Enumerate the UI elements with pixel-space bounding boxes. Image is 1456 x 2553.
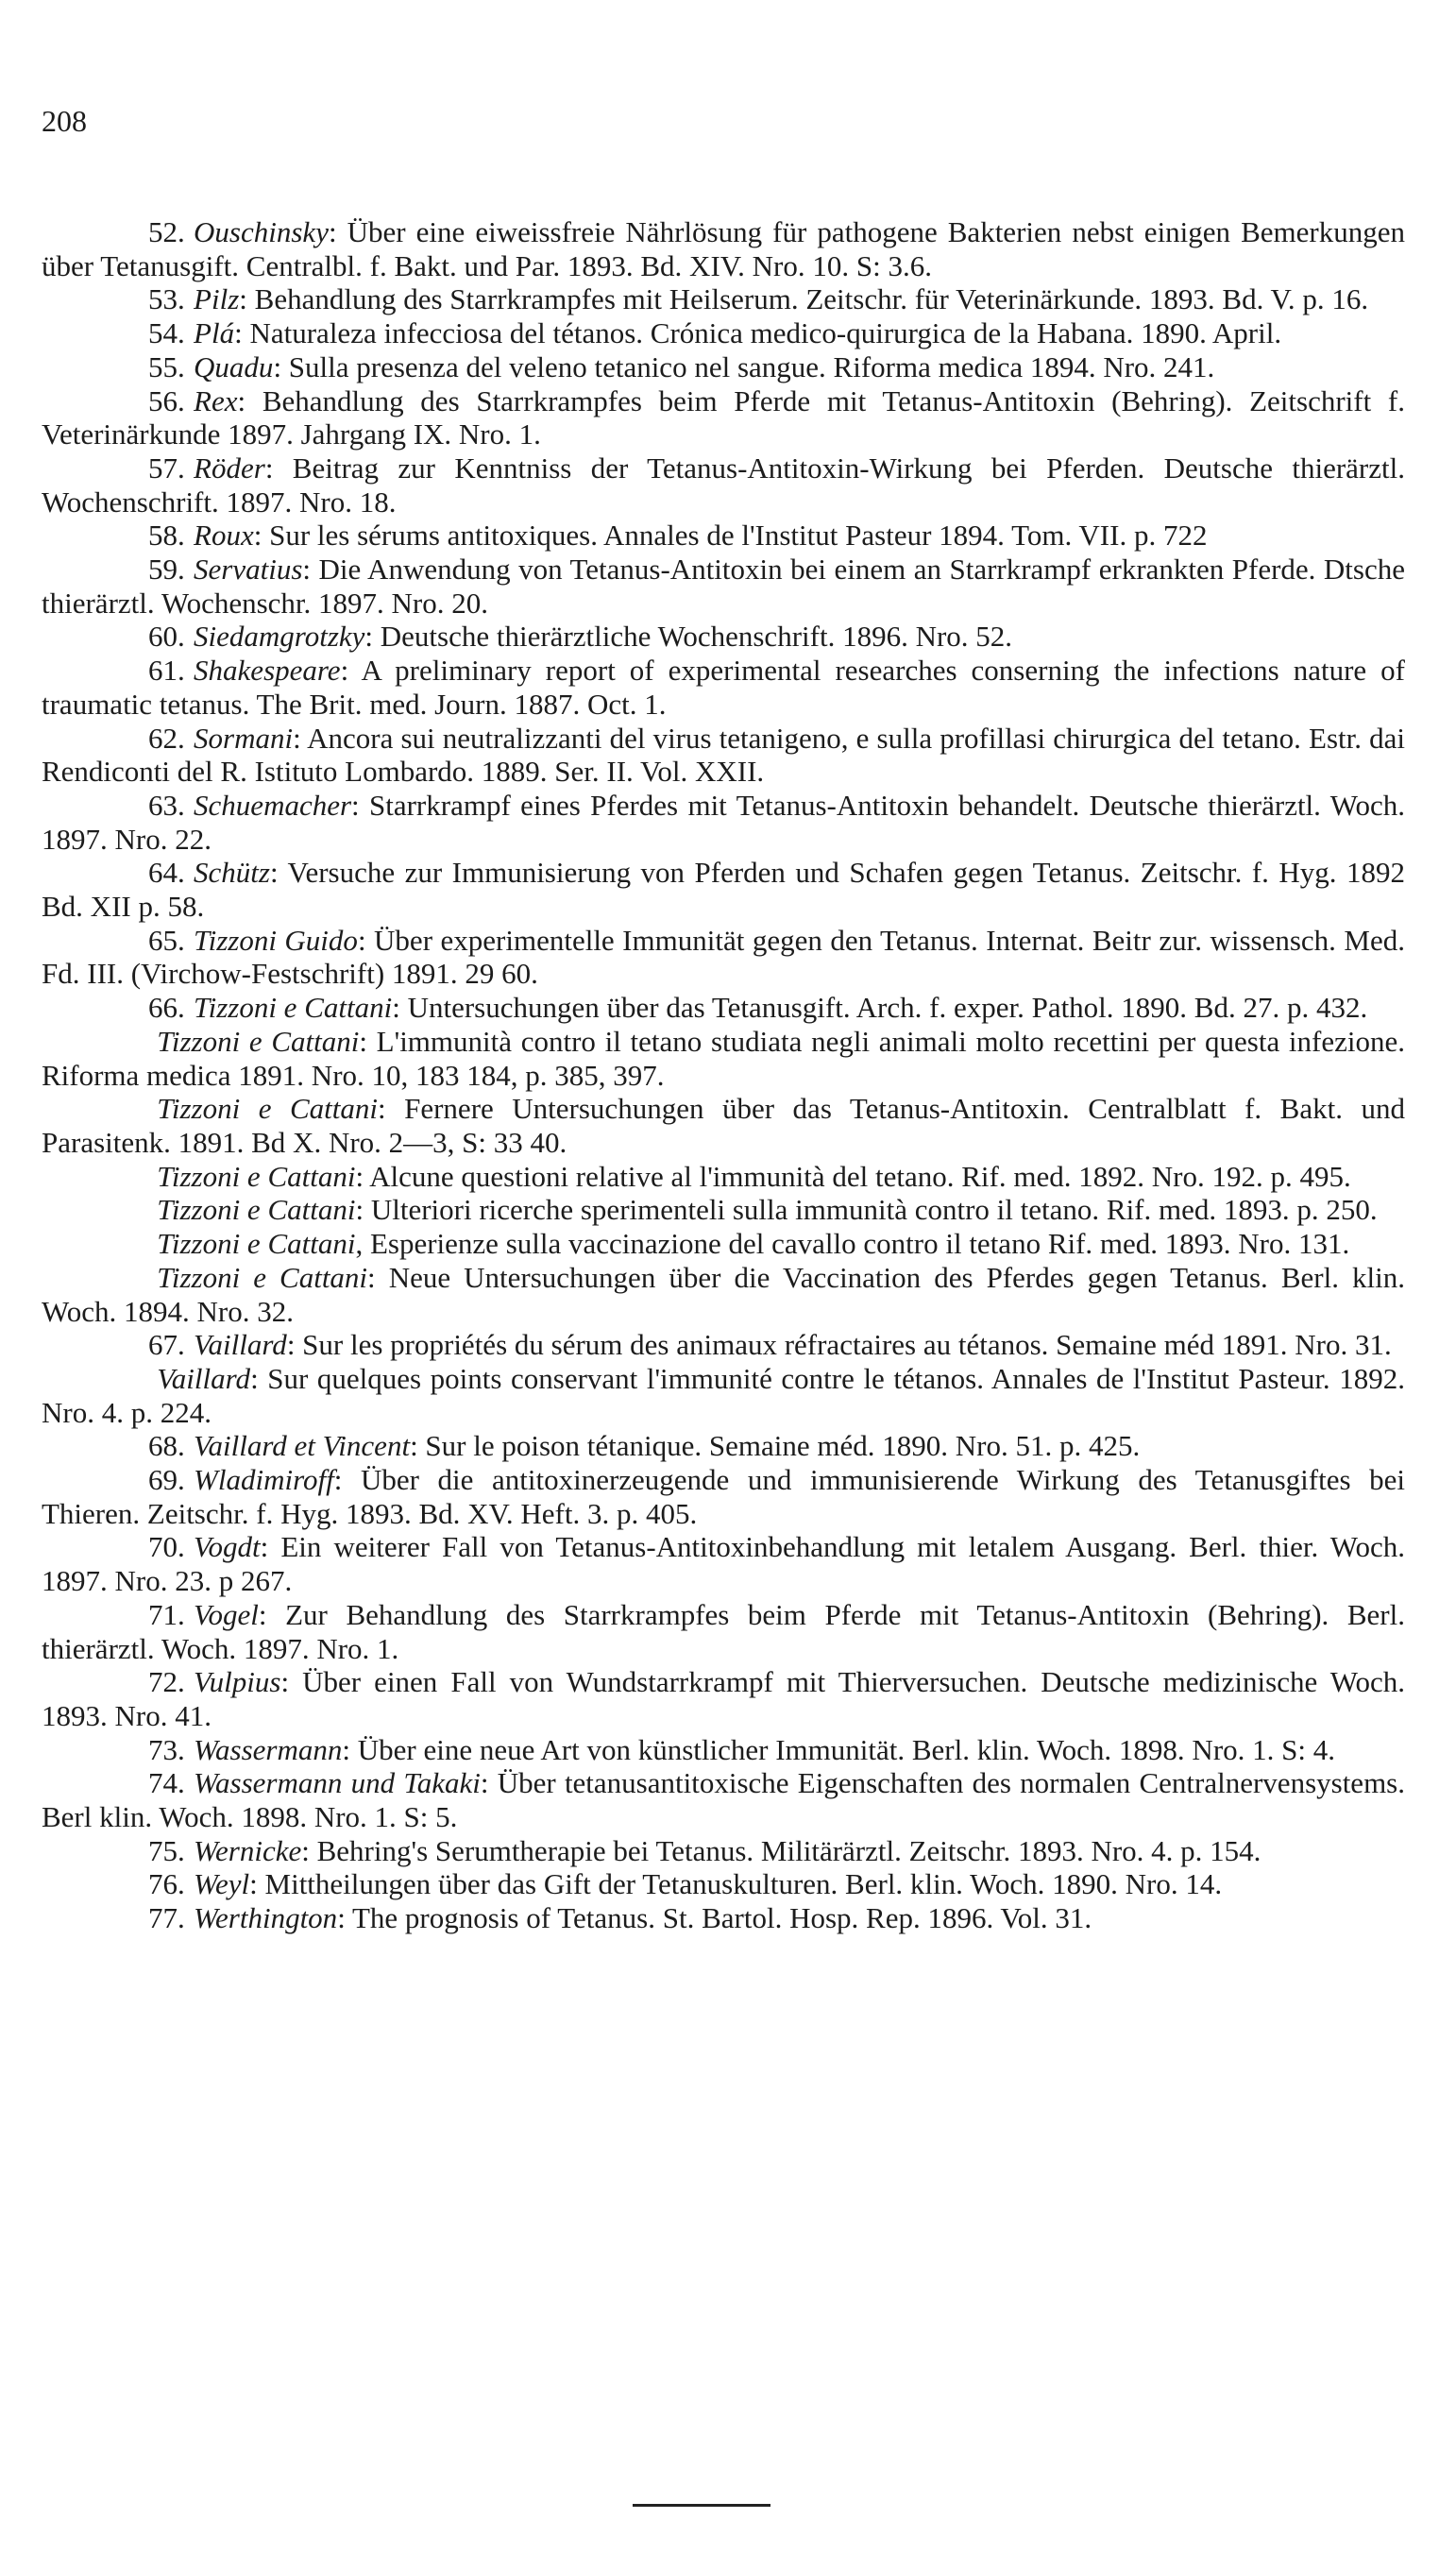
reference-author: Pilz	[194, 282, 240, 316]
reference-number: 73.	[148, 1732, 185, 1766]
reference-number: 70.	[148, 1530, 185, 1564]
reference-text: : Über eine neue Art von künstlicher Immunität. Berl. klin. Woch. 1898. Nro. 1. S: 4.	[342, 1732, 1335, 1766]
reference-item	[42, 215, 1405, 282]
reference-author: Wladimiroff	[194, 1463, 334, 1497]
reference-number: 53.	[148, 282, 185, 316]
reference-item	[42, 282, 1405, 316]
reference-item	[42, 1901, 1405, 1935]
reference-item	[42, 1733, 1405, 1767]
reference-number: 58.	[148, 519, 185, 553]
reference-text: : Über tetanusantitoxische Eigenschaften des normalen Centralnervensystems. Berl klin. Woch. 1898. Nro. 1. S: 5.	[42, 1766, 1405, 1834]
reference-number: 56.	[148, 383, 185, 417]
reference-text: , Esperienze sulla vaccinazione del cavallo contro il tetano Rif. med. 1893. Nro. 131.	[355, 1227, 1350, 1261]
reference-item	[42, 1530, 1405, 1597]
reference-number: 77.	[148, 1901, 185, 1935]
reference-text: : Sulla presenza del veleno tetanico nel sangue. Riforma medica 1894. Nro. 241.	[273, 349, 1215, 383]
reference-item	[42, 856, 1405, 923]
reference-item	[42, 789, 1405, 856]
reference-author: Tizzoni e Cattani	[194, 991, 393, 1025]
reference-text: : L'immunità contro il tetano studiata negli animali molto recettini per questa infezione. Riforma medica 1891. Nro. 10, 183 184, p. 385, 397.	[42, 1024, 1405, 1092]
reference-author: Vaillard et Vincent	[194, 1429, 411, 1463]
reference-text: : Versuche zur Immunisierung von Pferden und Schafen gegen Tetanus. Zeitschr. f. Hyg. 1892 Bd. XII p. 58.	[42, 856, 1405, 924]
reference-number: 69.	[148, 1463, 185, 1497]
reference-item	[42, 553, 1405, 620]
reference-author: Röder	[194, 451, 265, 485]
reference-author: Rex	[194, 383, 238, 417]
reference-item	[42, 1227, 1405, 1261]
reference-author: Tizzoni Guido	[194, 923, 358, 957]
reference-author: Siedamgrotzky	[194, 620, 365, 654]
reference-author: Tizzoni e Cattani	[157, 1092, 378, 1126]
reference-author: Weyl	[194, 1867, 250, 1901]
reference-author: Tizzoni e Cattani	[157, 1159, 356, 1193]
reference-author: Tizzoni e Cattani	[157, 1024, 360, 1058]
reference-item	[42, 1867, 1405, 1901]
reference-item	[42, 1261, 1405, 1328]
reference-number: 72.	[148, 1665, 185, 1699]
reference-author: Tizzoni e Cattani	[157, 1260, 368, 1294]
reference-text: : Zur Behandlung des Starrkrampfes beim Pferde mit Tetanus-Antitoxin (Behring). Berl. thierärztl. Woch. 1897. Nro. 1.	[42, 1597, 1405, 1665]
reference-item	[42, 451, 1405, 519]
reference-author: Schütz	[194, 856, 270, 890]
reference-author: Plá	[194, 316, 235, 350]
page-number: 208	[42, 104, 87, 138]
reference-number: 74.	[148, 1766, 185, 1800]
reference-number: 54.	[148, 316, 185, 350]
reference-text: : Neue Untersuchungen über die Vaccination des Pferdes gegen Tetanus. Berl. klin. Woch. 1894. Nro. 32.	[42, 1260, 1405, 1328]
reference-item	[42, 924, 1405, 991]
reference-text: : Starrkrampf eines Pferdes mit Tetanus-Antitoxin behandelt. Deutsche thierärztl. Woch. 1897. Nro. 22.	[42, 788, 1405, 856]
reference-text: : Sur le poison tétanique. Semaine méd. 1890. Nro. 51. p. 425.	[410, 1429, 1141, 1463]
reference-author: Werthington	[194, 1901, 338, 1935]
reference-text: : Beitrag zur Kenntniss der Tetanus-Antitoxin-Wirkung bei Pferden. Deutsche thierärztl. Wochenschrift. 1897. Nro. 18.	[42, 451, 1405, 519]
reference-number: 67.	[148, 1328, 185, 1362]
reference-item	[42, 1429, 1405, 1463]
reference-text: : Behring's Serumtherapie bei Tetanus. Militärärztl. Zeitschr. 1893. Nro. 4. p. 154.	[301, 1833, 1261, 1867]
reference-list	[42, 215, 1405, 1935]
reference-number: 71.	[148, 1597, 185, 1631]
reference-author: Schuemacher	[194, 788, 352, 822]
reference-item	[42, 654, 1405, 721]
reference-text: : Über experimentelle Immunität gegen den Tetanus. Internat. Beitr zur. wissensch. Med. Fd. III. (Virchow-Festschrift) 1891. 29 60.	[42, 923, 1405, 991]
reference-text: : Sur les sérums antitoxiques. Annales de l'Institut Pasteur 1894. Tom. VII. p. 722	[253, 519, 1208, 553]
reference-number: 60.	[148, 620, 185, 654]
reference-author: Wassermann	[194, 1732, 343, 1766]
reference-text: : Sur quelques points conservant l'immunité contre le tétanos. Annales de l'Institut Pasteur. 1892. Nro. 4. p. 224.	[42, 1361, 1405, 1429]
reference-number: 55.	[148, 349, 185, 383]
reference-text: : Die Anwendung von Tetanus-Antitoxin bei einem an Starrkrampf erkrankten Pferde. Dtsche thierärztl. Wochenschr. 1897. Nro. 20.	[42, 553, 1405, 620]
reference-number: 75.	[148, 1833, 185, 1867]
reference-text: : Über einen Fall von Wundstarrkrampf mit Thierversuchen. Deutsche medizinische Woch. 1893. Nro. 41.	[42, 1665, 1405, 1732]
reference-text: : Fernere Untersuchungen über das Tetanus-Antitoxin. Centralblatt f. Bakt. und Parasitenk. 1891. Bd X. Nro. 2—3, S: 33 40.	[42, 1092, 1405, 1159]
reference-item	[42, 1025, 1405, 1092]
reference-text: : The prognosis of Tetanus. St. Bartol. Hosp. Rep. 1896. Vol. 31.	[337, 1901, 1092, 1935]
reference-text: : Behandlung des Starrkrampfes beim Pferde mit Tetanus-Antitoxin (Behring). Zeitschrift f. Veterinärkunde 1897. Jahrgang IX. Nro. 1.	[42, 383, 1405, 451]
reference-author: Vaillard	[194, 1328, 287, 1362]
reference-author: Vaillard	[157, 1361, 251, 1395]
reference-author: Shakespeare	[194, 654, 341, 688]
reference-text: : Untersuchungen über das Tetanusgift. Arch. f. exper. Pathol. 1890. Bd. 27. p. 432.	[392, 991, 1368, 1025]
reference-number: 63.	[148, 788, 185, 822]
reference-number: 61.	[148, 654, 185, 688]
reference-text: : Behandlung des Starrkrampfes mit Heilserum. Zeitschr. für Veterinärkunde. 1893. Bd. V. p. 16.	[239, 282, 1369, 316]
reference-number: 66.	[148, 991, 185, 1025]
reference-item	[42, 991, 1405, 1025]
reference-text: : Deutsche thierärztliche Wochenschrift. 1896. Nro. 52.	[364, 620, 1013, 654]
reference-number: 57.	[148, 451, 185, 485]
reference-author: Tizzoni e Cattani	[157, 1227, 356, 1261]
reference-author: Vulpius	[194, 1665, 281, 1699]
reference-author: Quadu	[194, 349, 274, 383]
reference-item	[42, 1463, 1405, 1530]
reference-item	[42, 1160, 1405, 1194]
reference-author: Vogdt	[194, 1530, 261, 1564]
reference-item	[42, 350, 1405, 384]
reference-item	[42, 1362, 1405, 1429]
reference-author: Tizzoni e Cattani	[157, 1193, 356, 1227]
reference-text: : Mittheilungen über das Gift der Tetanuskulturen. Berl. klin. Woch. 1890. Nro. 14.	[249, 1867, 1223, 1901]
reference-item	[42, 1193, 1405, 1227]
reference-item	[42, 316, 1405, 350]
reference-text: : Ancora sui neutralizzanti del virus tetanigeno, e sulla profillasi chirurgica del tetano. Estr. dai Rendiconti del R. Istituto Lombardo. 1889. Ser. II. Vol. XXII.	[42, 721, 1405, 789]
closing-rule	[633, 2504, 770, 2507]
reference-text: : Über die antitoxinerzeugende und immunisierende Wirkung des Tetanusgiftes bei Thieren. Zeitschr. f. Hyg. 1893. Bd. XV. Heft. 3. p. 405.	[42, 1463, 1405, 1530]
reference-item	[42, 1328, 1405, 1362]
reference-author: Ouschinsky	[194, 215, 329, 248]
reference-author: Vogel	[194, 1597, 259, 1631]
reference-text: : Über eine eiweissfreie Nährlösung für pathogene Bakterien nebst einigen Bemerkungen über Tetanusgift. Centralbl. f. Bakt. und Par. 1893. Bd. XIV. Nro. 10. S: 3.6.	[42, 215, 1405, 282]
reference-number: 65.	[148, 923, 185, 957]
reference-item	[42, 1834, 1405, 1868]
reference-item	[42, 620, 1405, 654]
reference-author: Roux	[194, 519, 254, 553]
reference-text: : Naturaleza infecciosa del tétanos. Crónica medico-quirurgica de la Habana. 1890. April.	[234, 316, 1282, 350]
reference-author: Servatius	[194, 553, 303, 587]
reference-text: : Alcune questioni relative al l'immunità del tetano. Rif. med. 1892. Nro. 192. p. 495.	[355, 1159, 1351, 1193]
reference-author: Wernicke	[194, 1833, 302, 1867]
reference-item	[42, 1598, 1405, 1665]
reference-item	[42, 1665, 1405, 1732]
reference-item	[42, 722, 1405, 789]
reference-number: 64.	[148, 856, 185, 890]
reference-author: Sormani	[194, 721, 294, 755]
reference-text: : Sur les propriétés du sérum des animaux réfractaires au tétanos. Semaine méd 1891. Nro. 31.	[286, 1328, 1392, 1362]
reference-text: : A preliminary report of experimental researches conserning the infections nature of traumatic tetanus. The Brit. med. Journ. 1887. Oct. 1.	[42, 654, 1405, 721]
reference-number: 62.	[148, 721, 185, 755]
reference-item	[42, 384, 1405, 451]
reference-text: : Ulteriori ricerche sperimenteli sulla immunità contro il tetano. Rif. med. 1893. p. 250.	[355, 1193, 1378, 1227]
reference-item	[42, 1092, 1405, 1159]
reference-number: 68.	[148, 1429, 185, 1463]
reference-number: 59.	[148, 553, 185, 587]
reference-number: 76.	[148, 1867, 185, 1901]
reference-author: Wassermann und Takaki	[194, 1766, 481, 1800]
reference-text: : Ein weiterer Fall von Tetanus-Antitoxinbehandlung mit letalem Ausgang. Berl. thier. Woch. 1897. Nro. 23. p 267.	[42, 1530, 1405, 1598]
reference-item	[42, 519, 1405, 553]
reference-item	[42, 1766, 1405, 1833]
reference-number: 52.	[148, 215, 185, 248]
